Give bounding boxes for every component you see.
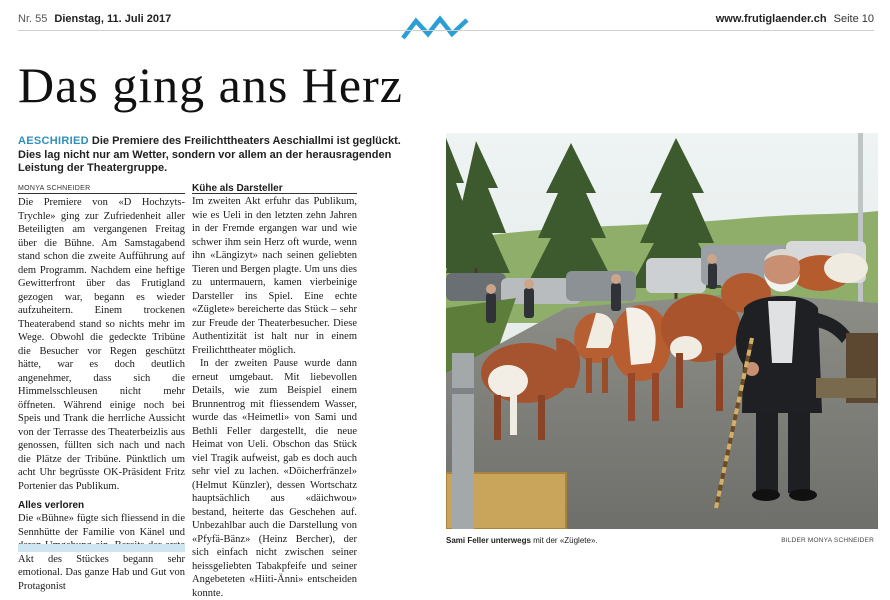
location-tag: AESCHIRIED (18, 135, 89, 147)
subheading: Kühe als Darsteller (192, 183, 283, 194)
issue-number: Nr. 55 (18, 13, 48, 25)
subheading: Alles verloren (18, 500, 85, 511)
paragraph: In der zweiten Pause wurde dann erneut umgebaut. Mit liebevollen Details, wie zum Beispiel einem Brunnentrog mit fliessendem Wasser, wurde das «Heimetli» von Sami und Bethli Feller dargestellt, die neue Heimat von Ueli. Obschon das Stück viel Tragik aufweist, gab es doch auch sehr viel zu lachen. «Döicherfränzel» (Helmut Künzler), dessen Wortschatz hauptsächlich aus «däichwou» bestand, heiterte das Geschehen auf. Unbezahlbar auch die Darstellung von «Pfyfä-Bänz» (Heinz Bercher), der sich einfach nicht zwischen seiner heissgeliebten Tabakpfeife und seiner Angebeteten «Hiiti-Änni» entscheiden konnte. (192, 358, 357, 599)
lead-text: Die Premiere des Freilichttheaters Aeschiallmi ist geglückt. Dies lag nicht nur am Wetter, sondern vor allem an der herausragenden Leistung der Theatergruppe. (18, 135, 401, 175)
article-headline: Das ging ans Herz (18, 57, 403, 113)
issue-and-date (18, 13, 171, 25)
photo-credit: BILDER MONYA SCHNEIDER (781, 537, 874, 544)
cow-procession-photo (446, 133, 878, 529)
header-divider (18, 30, 874, 31)
paragraph: Die «Bühne» fügte sich fliessend in die Sennhütte der Familie von Känel und Akt des Stückes begann sehr emotional. Das ganze Hab und Gut von Protagonist (18, 513, 185, 592)
page-number: Seite 10 (833, 13, 874, 25)
article-lead (18, 135, 423, 176)
author-byline: MONYA SCHNEIDER (18, 185, 91, 192)
issue-date: Dienstag, 11. Juli 2017 (54, 13, 172, 25)
caption-text: mit der «Züglete». (530, 536, 598, 545)
paragraph: Im zweiten Akt erfuhr das Publikum, wie es Ueli in den letzten zehn Jahren in der Fremde ergangen war und wie schwer ihm sein Herz oft wurde, wenn ihn «Längizyt» nach seinen geliebten Tieren und Bergen plagte. Um uns dies zu untermauern, kamen vierbeinige Darsteller ins Spiel. Eine echte «Züglete» bereicherte das Stück – sehr zur Freude der Theaterbesucher. Diese Authentizität ist halt nur in einem Freilichttheater möglich. (192, 196, 357, 356)
caption-name: Sami Feller unterwegs (446, 536, 531, 545)
article-column-1 (18, 196, 185, 593)
mountain-logo-icon (400, 14, 470, 42)
site-url[interactable]: www.frutiglaender.ch (715, 13, 827, 25)
teaser-bar (18, 544, 185, 552)
paragraph: Die Premiere von «D Hochzyts-Trychle» ging zur Zufriedenheit aller Beteiligten am vergangenen Freitag über die Bühne. Am Samstagabend stand schon die zweite Aufführung auf dem Programm. Nachdem eine heftige Gewitterfront über das Frutigland gezogen war, begann es wieder aufzuheitern. Einem trockenen Theaterabend stand so nichts mehr im Wege. Obwohl die gedeckte Tribüne die Besucher vor Regen geschützt hätte, war es doch deutlich angenehmer, dass sich die Himmelsschleusen nicht mehr öffneten. Während einige noch bei Speis und Trank die herrliche Aussicht von der Terrasse des Theaterbeizlis aus genossen, füllten sich nach und nach die Plätze der Tribüne. Pünktlich um acht Uhr begrüsste OK-Präsident Fritz Portenier das Publikum. (18, 197, 185, 492)
site-and-page (716, 13, 874, 25)
byline-rule (18, 193, 185, 194)
article-photo (446, 133, 878, 529)
article-column-2 (192, 183, 357, 600)
photo-caption (446, 536, 598, 545)
